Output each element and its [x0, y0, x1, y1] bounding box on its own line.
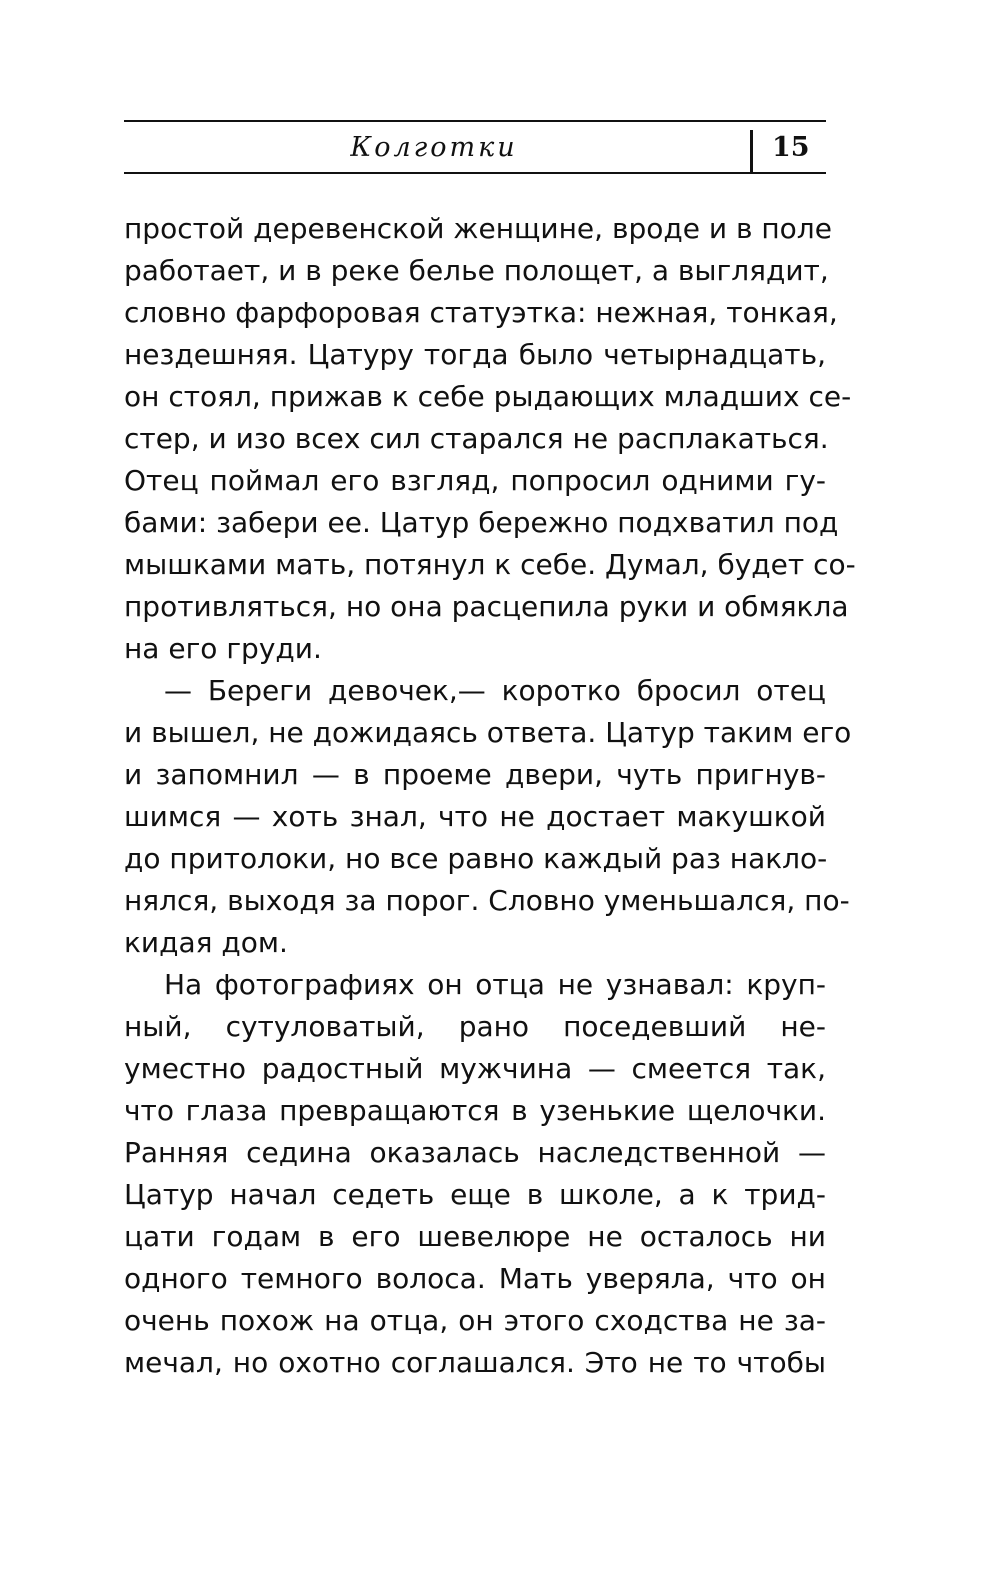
text-line: бами: забери ее. Цатур бережно подхватил под [124, 506, 839, 539]
text-line: простой деревенской женщине, вроде и в поле [124, 212, 832, 245]
text-line: что глаза превращаются в узенькие щелочки. [124, 1094, 826, 1127]
text-line: мышками мать, потянул к себе. Думал, будет со- [124, 548, 856, 581]
text-line: Цатур начал седеть еще в школе, а к трид- [124, 1178, 826, 1211]
text-line: нездешняя. Цатуру тогда было четырнадцать, [124, 338, 826, 371]
text-line: он стоял, прижав к себе рыдающих младших се- [124, 380, 852, 413]
text-line: Ранняя седина оказалась наследственной — [124, 1136, 826, 1169]
text-line: мечал, но охотно соглашался. Это не то чтобы [124, 1346, 826, 1379]
text-line: стер, и изо всех сил старался не расплакаться. [124, 422, 829, 455]
text-line: Отец поймал его взгляд, попросил одними гу- [124, 464, 826, 497]
text-line: очень похож на отца, он этого сходства не за- [124, 1304, 826, 1337]
text-line: — Береги девочек,— коротко бросил отец [164, 674, 826, 707]
text-line: и запомнил — в проеме двери, чуть пригнув- [124, 758, 826, 791]
text-line: работает, и в реке белье полощет, а выглядит, [124, 254, 829, 287]
header-divider [750, 130, 753, 172]
text-line: шимся — хоть знал, что не достает макушкой [124, 800, 826, 833]
text-line: и вышел, не дожидаясь ответа. Цатур таким его [124, 716, 852, 749]
chapter-title: Колготки [350, 132, 518, 163]
running-header [124, 120, 826, 174]
body-text [124, 208, 856, 1384]
text-line: ный, сутуловатый, рано поседевший не- [124, 1010, 826, 1043]
text-line: уместно радостный мужчина — смеется так, [124, 1052, 826, 1085]
page-number: 15 [772, 132, 810, 163]
text-line: нялся, выходя за порог. Словно уменьшался, по- [124, 884, 850, 917]
text-line: кидая дом. [124, 926, 288, 959]
text-line: цати годам в его шевелюре не осталось ни [124, 1220, 826, 1253]
text-line: словно фарфоровая статуэтка: нежная, тонкая, [124, 296, 838, 329]
text-line: противляться, но она расцепила руки и обмякла [124, 590, 849, 623]
text-line: на его груди. [124, 632, 322, 665]
text-line: до притолоки, но все равно каждый раз накло- [124, 842, 828, 875]
text-line: одного темного волоса. Мать уверяла, что он [124, 1262, 826, 1295]
text-line: На фотографиях он отца не узнавал: круп- [164, 968, 826, 1001]
